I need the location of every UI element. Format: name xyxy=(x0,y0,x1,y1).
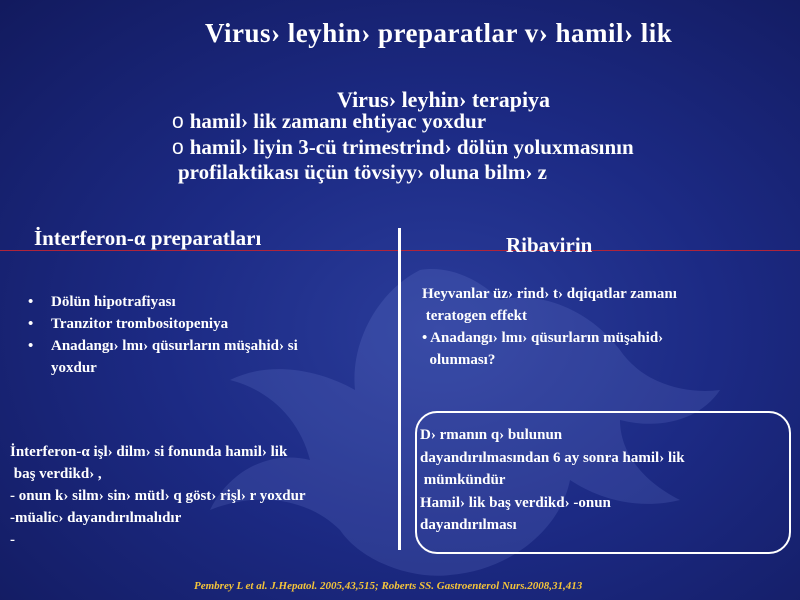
point-text: hamil› lik zamanı ehtiyac yoxdur xyxy=(189,109,487,133)
point-item xyxy=(172,135,634,160)
text-line: • Anadangı› lmı› qüsurların müşahid› xyxy=(422,330,664,346)
note-line: baş verdikd› , xyxy=(10,466,102,482)
circle-bullet-icon: o xyxy=(172,136,184,159)
callout-line: dayandırılmasından 6 ay sonra hamil› lik xyxy=(420,449,685,466)
bullet-icon: • xyxy=(28,294,34,310)
ribavirin-heading: Ribavirin xyxy=(506,233,593,257)
note-line: - onun k› silm› sin› mütl› q göst› rişl› r yoxdur xyxy=(10,488,306,504)
callout-line: Hamil› lik baş verdikd› -onun xyxy=(420,494,611,511)
point-continuation: profilaktikası üçün tövsiyy› oluna bilm› z xyxy=(178,160,547,184)
circle-bullet-icon: o xyxy=(172,110,184,133)
text-line: olunması? xyxy=(422,352,496,368)
interferon-pregnancy-note xyxy=(10,441,306,551)
list-item xyxy=(28,335,388,379)
bullet-icon: • xyxy=(28,316,34,332)
therapy-subheading: Virus› leyhin› terapiya xyxy=(337,87,551,112)
list-item-text: Tranzitor trombositopeniya xyxy=(51,316,229,332)
list-item xyxy=(28,291,388,313)
callout-line: dayandırılması xyxy=(420,517,517,533)
ribavirin-teratogen-text xyxy=(422,283,792,371)
callout-line: D› rmanın q› bulunun xyxy=(420,427,563,443)
note-line: - xyxy=(10,532,15,548)
citation-footer: Pembrey L et al. J.Hepatol. 2005,43,515; Roberts SS. Gastroenterol Nurs.2008,31,413 xyxy=(194,580,583,592)
list-item-text: Dölün hipotrafiyası xyxy=(51,294,176,310)
note-line: -müalic› dayandırılmalıdır xyxy=(10,510,182,526)
point-text: hamil› liyin 3-cü trimestrind› dölün yoluxmasının xyxy=(189,135,634,159)
bullet-icon: • xyxy=(28,338,34,354)
interferon-heading: İnterferon-α preparatları xyxy=(34,226,262,250)
ribavirin-callout-text xyxy=(420,424,790,537)
list-item-text: Anadangı› lmı› qüsurların müşahid› si xyxy=(51,338,298,354)
text-line: Heyvanlar üz› rind› t› dqiqatlar zamanı xyxy=(422,286,677,302)
list-item xyxy=(28,313,388,335)
list-item-text-continued: yoxdur xyxy=(51,360,97,376)
text-line: teratogen effekt xyxy=(422,308,527,324)
interferon-effects-list xyxy=(28,291,388,379)
vertical-divider xyxy=(398,228,401,550)
slide-title: Virus› leyhin› preparatlar v› hamil› lik xyxy=(205,18,673,48)
point-item xyxy=(172,109,486,134)
note-line: İnterferon-α işl› dilm› si fonunda hamil› lik xyxy=(10,444,288,460)
callout-line: mümkündür xyxy=(420,472,506,488)
